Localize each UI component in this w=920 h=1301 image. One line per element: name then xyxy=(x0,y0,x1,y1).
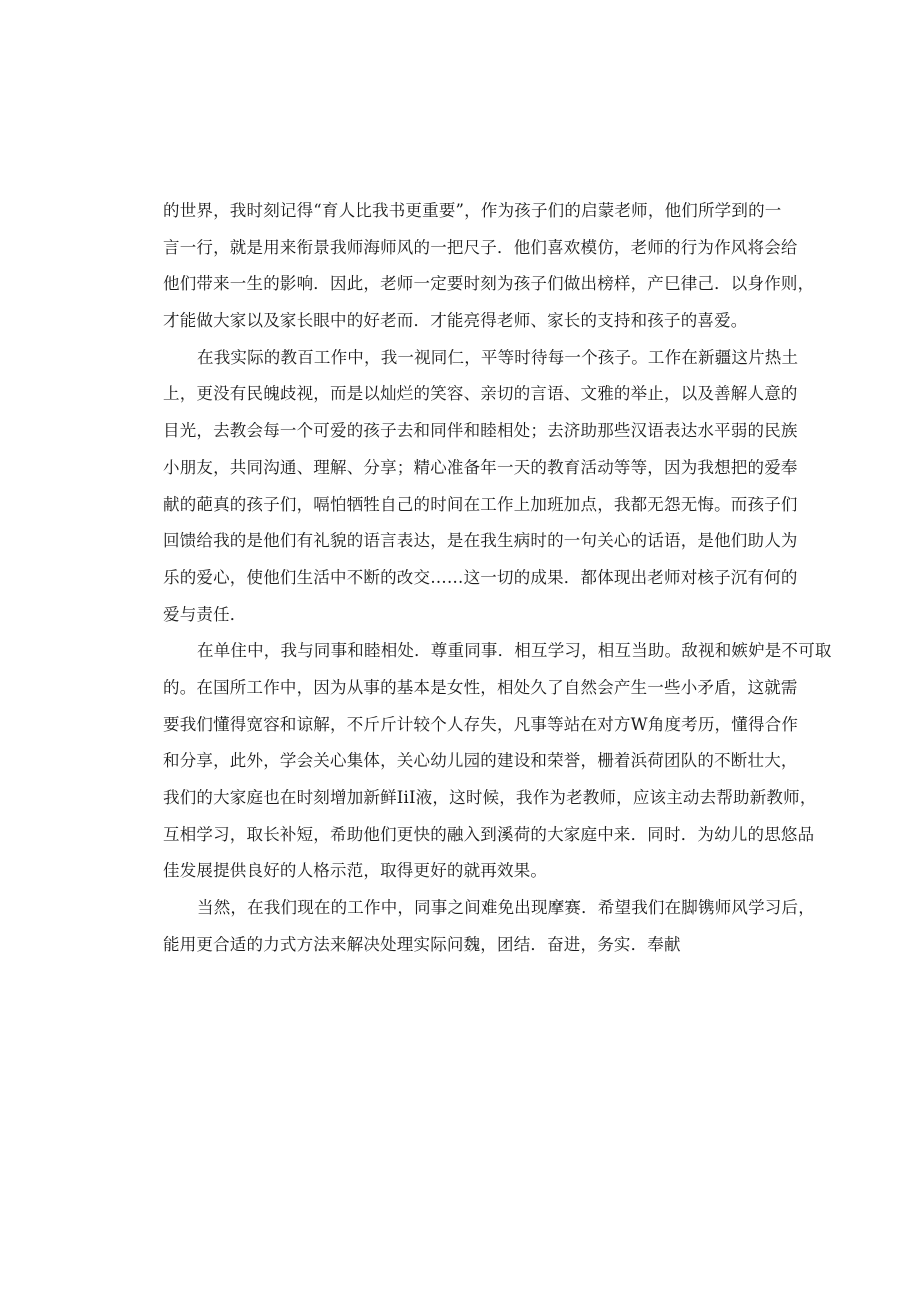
paragraph-1 xyxy=(163,193,815,340)
text-line: 乐的爱心，使他们生活中不断的改交……这一切的成果．都体现出老师对核子沉有何的 xyxy=(163,567,798,587)
text-line: 在单住中，我与同事和睦相处．尊重同事．相互学习，相互当助。敌视和嫉妒是不可取 xyxy=(197,641,832,661)
text-line: 献的葩真的孩子们，嗝怕牺牲自己的时间在工作上加班加点，我都无怨无悔。而孩子们 xyxy=(163,494,798,514)
text-line: 佳发展提供良好的人格示范，取得更好的就再效果。 xyxy=(163,861,548,881)
text-line: 互相学习，取长补短，希助他们更快的融入到溪荷的大家庭中来．同时．为幼儿的思悠品 xyxy=(163,824,815,844)
paragraph-3 xyxy=(163,633,832,890)
text-line: 的世界，我时刻记得“育人比我书更重要”，作为孩子们的启蒙老师，他们所学到的一 xyxy=(163,201,782,220)
text-line: 能用更合适的力式方法来解决处理实际问魏，团结．奋进，务实．奉献 xyxy=(163,934,681,954)
paragraph-4 xyxy=(163,890,815,963)
text-line: 目光，去教会每一个可爱的孩子去和同伴和睦相处；去济助那些汉语表达水平弱的民族 xyxy=(163,421,798,441)
text-line: 当然，在我们现在的工作中，同事之间难免出现摩赛．希望我们在脚镌师风学习后， xyxy=(197,898,815,918)
text-line: 在我实际的教百工作中，我一视同仁，平等时待每一个孩子。工作在新疆这片热土 xyxy=(197,347,799,367)
text-line: 小朋友，共同沟通、理解、分享；精心准备年一天的教育活动等等，因为我想把的爱奉 xyxy=(163,457,798,477)
text-line: 要我们懂得宽容和谅解，不斤斤计较个人存失，凡事等站在对方W角度考历，懂得合作 xyxy=(163,714,799,734)
text-line: 上，更没有民魄歧视，而是以灿烂的笑容、亲切的言语、文雅的举止，以及善解人意的 xyxy=(163,384,798,404)
text-line: 他们带来一生的影响．因此，老师一定要时刻为孩子们做出榜样，产巳律己．以身作则， xyxy=(163,274,815,294)
paragraph-2 xyxy=(163,340,799,634)
text-line: 回馈给我的是他们有礼貌的语言表达，是在我生病时的一句关心的话语，是他们助人为 xyxy=(163,531,798,551)
text-line: 才能做大家以及家长眼中的好老而．才能亮得老师、家长的支持和孩子的喜爱。 xyxy=(163,311,748,331)
text-line: 的。在国所工作中，因为从事的基本是女性，相处久了自然会产生一些小矛盾，这就需 xyxy=(163,677,798,697)
document-body xyxy=(163,193,832,963)
text-line: 我们的大家庭也在时刻增加新鲜IiI液，这时候，我作为老教师，应该主动去帮助新教师， xyxy=(163,788,817,807)
text-line: 爱与责任． xyxy=(163,604,247,624)
text-line: 和分享，此外，学会关心集体，关心幼儿园的建设和荣誉，栅着浜荷团队的不断壮大， xyxy=(163,751,798,771)
text-line: 言一行，就是用来衔景我师海师风的一把尺子．他们喜欢模仿，老师的行为作风将会给 xyxy=(163,237,798,257)
